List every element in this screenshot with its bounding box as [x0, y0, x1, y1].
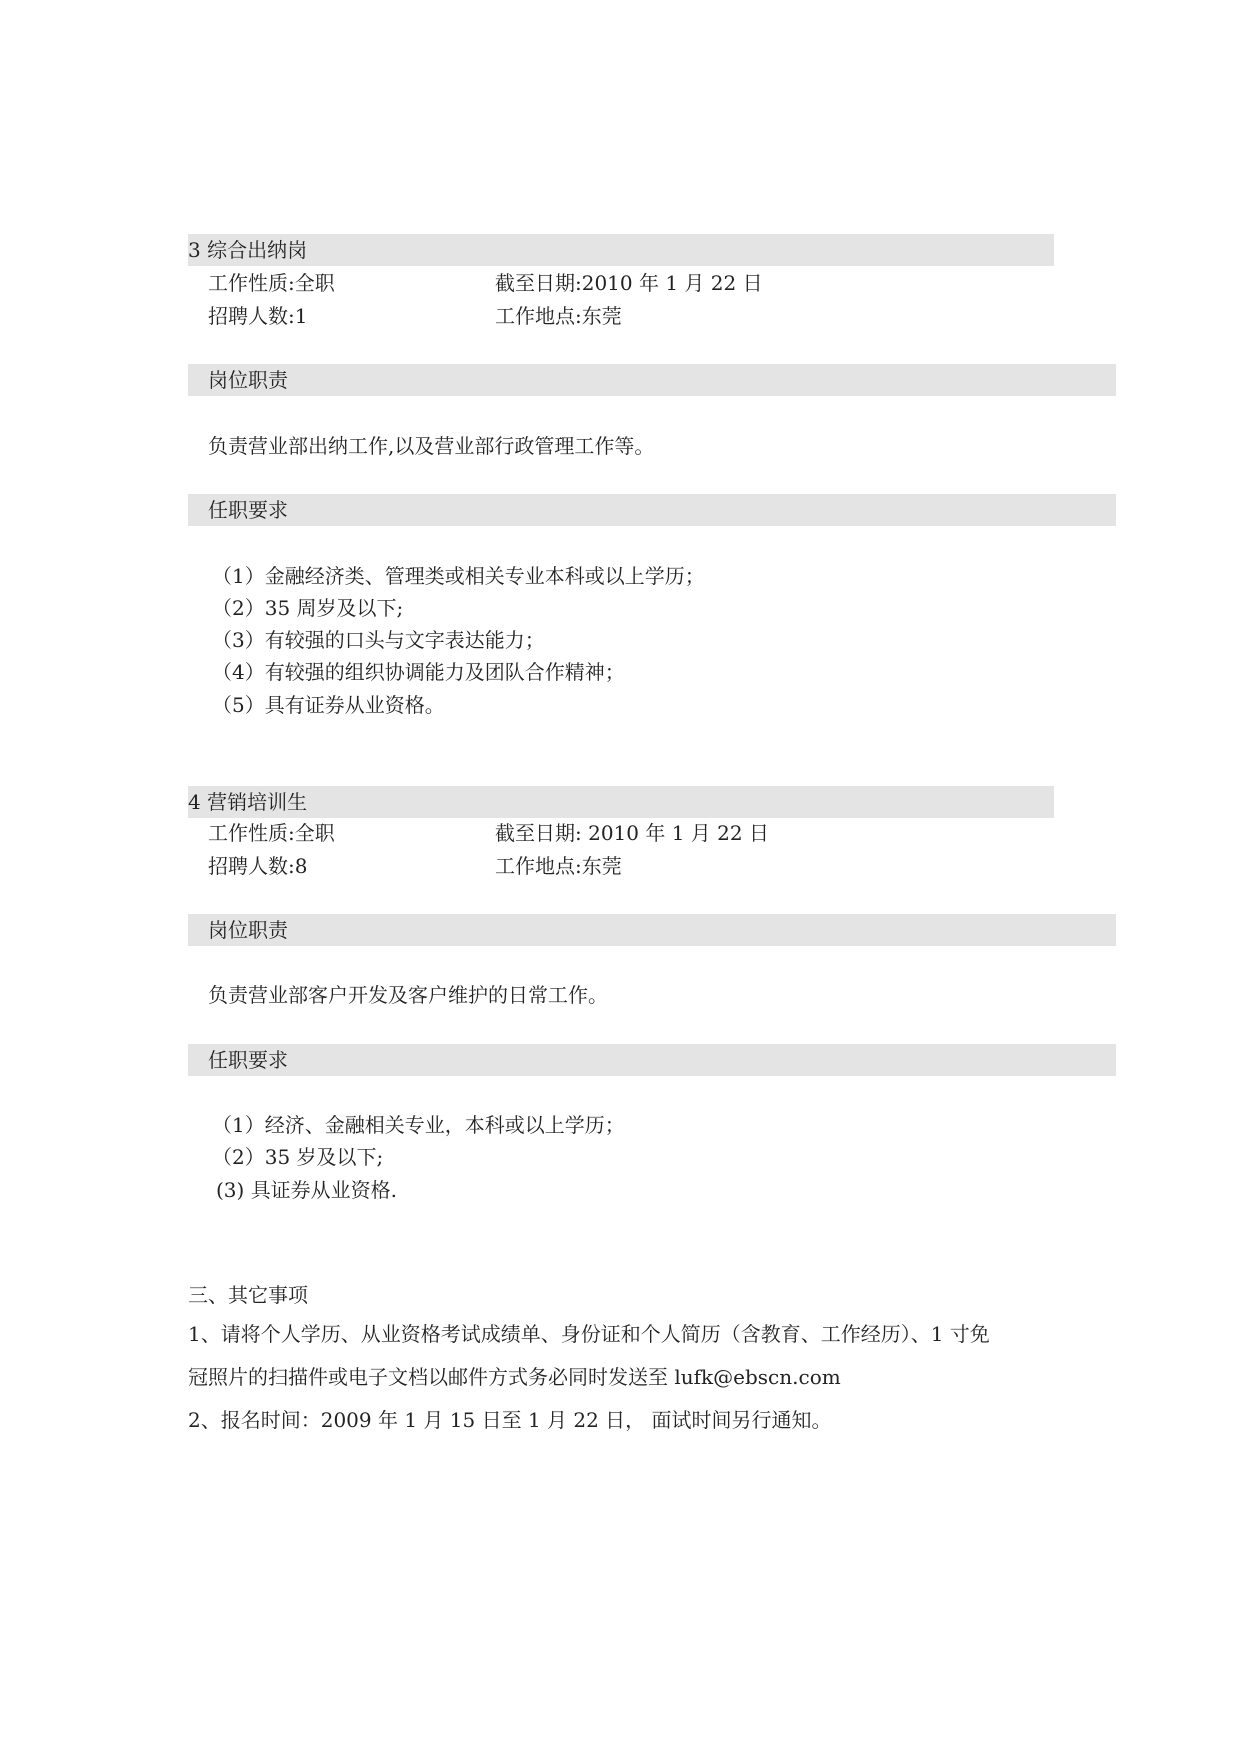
other-matters-item: 1、请将个人学历、从业资格考试成绩单、身份证和个人简历（含教育、工作经历）、1 寸免 [188, 1322, 990, 1346]
requirement-item: （2）35 周岁及以下; [212, 596, 404, 620]
job-nature: 工作性质:全职 [208, 821, 335, 845]
position-title: 4 营销培训生 [188, 790, 308, 814]
headcount: 招聘人数:8 [208, 854, 308, 878]
position-title: 3 综合出纳岗 [188, 238, 308, 262]
duties-heading: 岗位职责 [208, 918, 288, 942]
requirement-item: （1）金融经济类、管理类或相关专业本科或以上学历； [212, 564, 705, 588]
deadline: 截至日期: 2010 年 1 月 22 日 [495, 821, 769, 845]
work-location: 工作地点:东莞 [495, 304, 622, 328]
requirements-heading: 任职要求 [208, 1048, 288, 1072]
requirements-heading-bar [188, 1044, 1116, 1076]
requirements-heading: 任职要求 [208, 498, 288, 522]
other-matters-item: 2、报名时间：2009 年 1 月 15 日至 1 月 22 日， 面试时间另行通知。 [188, 1408, 832, 1432]
requirements-heading-bar [188, 494, 1116, 526]
duties-heading-bar [188, 364, 1116, 396]
requirement-item: （5）具有证券从业资格。 [212, 693, 445, 717]
duties-heading: 岗位职责 [208, 368, 288, 392]
work-location: 工作地点:东莞 [495, 854, 622, 878]
position-title-bar [188, 786, 1054, 818]
other-matters-heading: 三、其它事项 [188, 1283, 308, 1307]
requirement-item: （1）经济、金融相关专业，本科或以上学历； [212, 1113, 625, 1137]
duties-heading-bar [188, 914, 1116, 946]
deadline: 截至日期:2010 年 1 月 22 日 [495, 271, 763, 295]
duties-text: 负责营业部客户开发及客户维护的日常工作。 [208, 983, 608, 1007]
requirement-item: （3）有较强的口头与文字表达能力； [212, 628, 545, 652]
job-nature: 工作性质:全职 [208, 271, 335, 295]
requirement-item: （2）35 岁及以下; [212, 1145, 384, 1169]
headcount: 招聘人数:1 [208, 304, 308, 328]
other-matters-item: 冠照片的扫描件或电子文档以邮件方式务必同时发送至 lufk@ebscn.com [188, 1365, 841, 1389]
requirement-item: （4）有较强的组织协调能力及团队合作精神； [212, 660, 625, 684]
position-title-bar [188, 234, 1054, 266]
requirement-item: (3) 具证券从业资格. [216, 1178, 398, 1202]
duties-text: 负责营业部出纳工作,以及营业部行政管理工作等。 [208, 434, 655, 458]
